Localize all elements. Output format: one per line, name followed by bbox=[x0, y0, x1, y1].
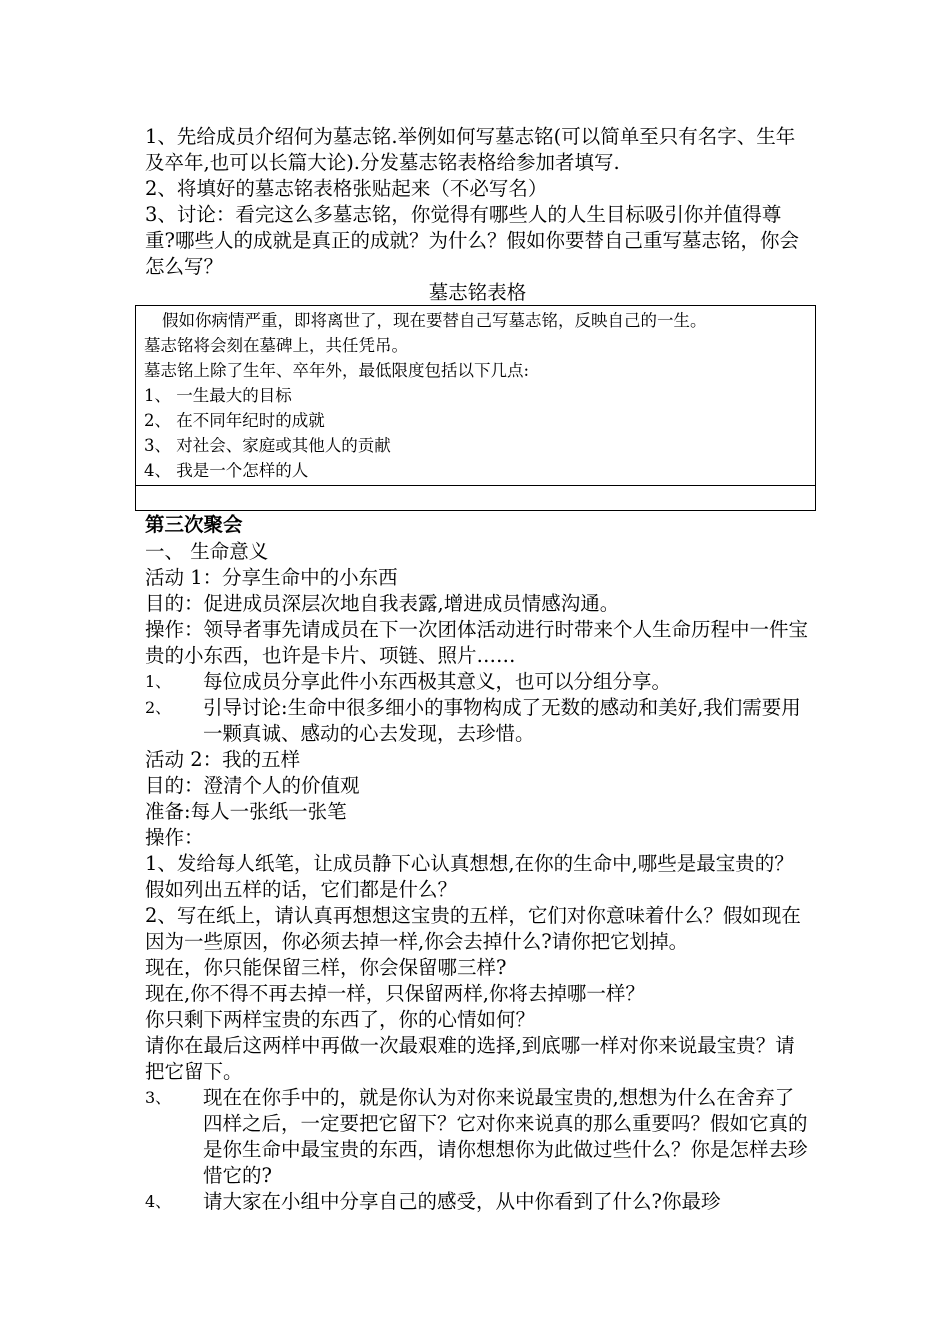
activity2-purpose: 目的：澄清个人的价值观 bbox=[145, 774, 360, 797]
epitaph-table-empty-row bbox=[136, 486, 815, 510]
step-text: 每位成员分享此件小东西极其意义，也可以分组分享。 bbox=[203, 670, 672, 693]
activity2-paragraph: 现在,你不得不再去掉一样，只保留两样,你将去掉哪一样？ bbox=[145, 982, 645, 1005]
step-text: 请大家在小组中分享自己的感受，从中你看到了什么?你最珍 bbox=[203, 1190, 721, 1213]
table-caption: 墓志铭表格 bbox=[428, 281, 527, 304]
table-line: 假如你病情严重，即将离世了，现在要替自己写墓志铭，反映自己的一生。 bbox=[162, 311, 707, 330]
activity1-title: 活动 1：分享生命中的小东西 bbox=[145, 566, 398, 589]
table-line: 3、 对社会、家庭或其他人的贡献 bbox=[144, 436, 391, 455]
intro-paragraph-2: 2、将填好的墓志铭表格张贴起来（不必写名） bbox=[145, 177, 548, 200]
table-line: 4、 我是一个怎样的人 bbox=[144, 461, 309, 480]
activity2-prep: 准备:每人一张纸一张笔 bbox=[145, 800, 347, 823]
activity2-paragraph: 1、发给每人纸笔，让成员静下心认真想想,在你的生命中,哪些是最宝贵的？假如列出五样的话，它们都是什么？ bbox=[145, 852, 794, 901]
step-number: 1、 bbox=[145, 672, 172, 691]
activity2-paragraph: 请你在最后这两样中再做一次最艰难的选择,到底哪一样对你来说最宝贵？请把它留下。 bbox=[145, 1034, 795, 1083]
intro-paragraph-1: 1、先给成员介绍何为墓志铭.举例如何写墓志铭(可以简单至只有名字、生年及卒年,也可以长篇大论).分发墓志铭表格给参加者填写. bbox=[145, 125, 796, 174]
epitaph-table bbox=[135, 305, 816, 511]
step-number: 2、 bbox=[145, 698, 172, 717]
section-heading: 第三次聚会 bbox=[145, 513, 243, 536]
section-subheading: 一、 生命意义 bbox=[145, 540, 269, 563]
activity2-title: 活动 2：我的五样 bbox=[145, 748, 301, 771]
step-number: 3、 bbox=[145, 1088, 172, 1107]
activity2-step bbox=[145, 1085, 810, 1189]
document-body bbox=[145, 124, 810, 1215]
activity2-step bbox=[145, 1189, 810, 1215]
activity1-step bbox=[145, 695, 810, 747]
intro-paragraph-3: 3、讨论：看完这么多墓志铭，你觉得有哪些人的人生目标吸引你并值得尊重?哪些人的成就是真正的成就？为什么？假如你要替自己重写墓志铭，你会怎么写？ bbox=[145, 203, 799, 278]
activity2-operation-label: 操作： bbox=[145, 826, 204, 849]
step-text: 现在在你手中的，就是你认为对你来说最宝贵的,想想为什么在舍弃了四样之后，一定要把它留下？它对你来说真的那么重要吗？假如它真的是你生命中最宝贵的东西，请你想想你为此做过些什么？你是怎样去珍惜它的? bbox=[203, 1086, 808, 1187]
activity1-step bbox=[145, 669, 810, 695]
activity2-paragraph: 现在，你只能保留三样，你会保留哪三样? bbox=[145, 956, 507, 979]
step-number: 4、 bbox=[145, 1192, 172, 1211]
step-text: 引导讨论:生命中很多细小的事物构成了无数的感动和美好,我们需要用一颗真诚、感动的心去发现，去珍惜。 bbox=[203, 696, 801, 745]
activity1-purpose: 目的：促进成员深层次地自我表露,增进成员情感沟通。 bbox=[145, 592, 620, 615]
table-line: 墓志铭上除了生年、卒年外，最低限度包括以下几点: bbox=[144, 361, 530, 380]
table-line: 2、 在不同年纪时的成就 bbox=[144, 411, 325, 430]
table-line: 墓志铭将会刻在墓碑上，共任凭吊。 bbox=[144, 336, 408, 355]
activity2-paragraph: 你只剩下两样宝贵的东西了，你的心情如何？ bbox=[145, 1008, 536, 1031]
activity2-paragraph: 2、写在纸上，请认真再想想这宝贵的五样，它们对你意味着什么？假如现在因为一些原因，你必须去掉一样,你会去掉什么?请你把它划掉。 bbox=[145, 904, 801, 953]
epitaph-table-cell bbox=[136, 306, 815, 486]
table-line: 1、 一生最大的目标 bbox=[144, 386, 292, 405]
activity1-operation: 操作：领导者事先请成员在下一次团体活动进行时带来个人生命历程中一件宝贵的小东西，也许是卡片、项链、照片…… bbox=[145, 618, 809, 667]
